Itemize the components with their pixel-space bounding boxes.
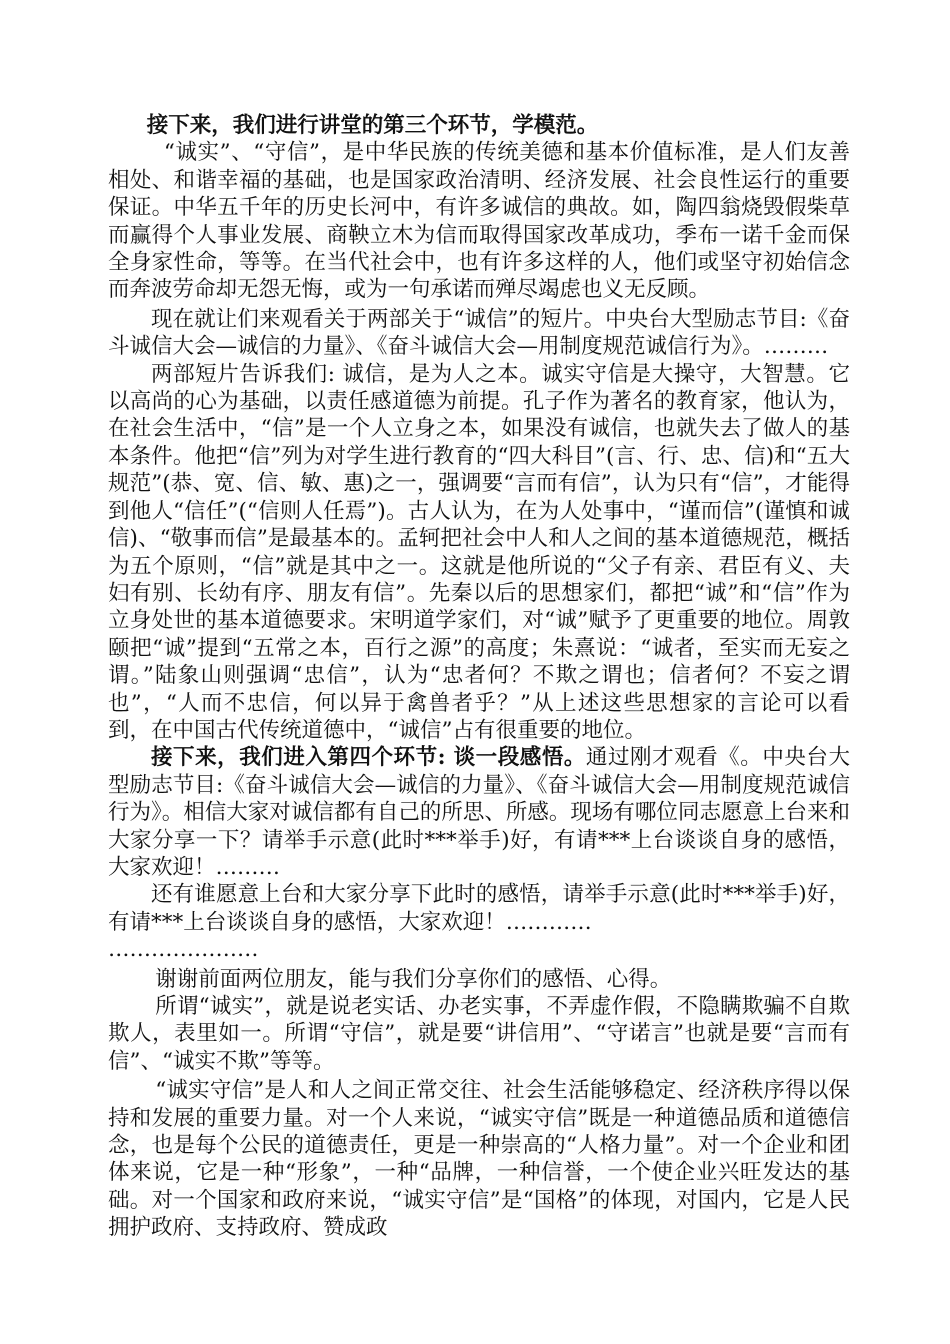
ellipsis-line: ………………… (108, 937, 259, 963)
section-heading-3: 接下来，我们进行讲堂的第三个环节，学模范。 (146, 113, 599, 138)
paragraph-thanks: 谢谢前面两位朋友，能与我们分享你们的感悟、心得。 (155, 966, 672, 992)
paragraph-watch-films: 现在就让们来观看关于两部关于“诚信”的短片。中央台大型励志节目:《奋斗诚信大会—诚信的力量》、《奋斗诚信大会—用制度规范诚信行为》。……… (108, 306, 850, 360)
paragraph-honesty-virtue: “诚实”、“守信”，是中华民族的传统美德和基本价值标准，是人们友善相处、和谐幸福的基础，也是国家政治清明、经济发展、社会良性运行的重要保证。中华五千年的历史长河中，有许多诚信的典故。如，陶四翁烧毁假柴草而赢得个人事业发展、商鞅立木为信而取得国家改革成功，季布一诺千金而保全身家性命，等等。在当代社会中，也有许多这样的人，他们或坚守初始信念而奔波劳命却无怨无悔，或为一句承诺而殚尽竭虑也义无反顾。 (108, 140, 850, 303)
paragraph-share-invite: 还有谁愿意上台和大家分享下此时的感悟，请举手示意(此时***举手)好，有请***上台谈谈自身的感悟，大家欢迎！………… (108, 882, 850, 935)
paragraph-section-4 (108, 744, 850, 881)
paragraph-importance: “诚实守信”是人和人之间正常交往、社会生活能够稳定、经济秩序得以保持和发展的重要力量。对一个人来说，“诚实守信”既是一种道德品质和道德信念，也是每个公民的道德责任，更是一种崇高的“人格力量”。对一个企业和团体来说，它是一种“形象”，一种“品牌，一种信誉，一个使企业兴旺发达的基础。对一个国家和政府来说，“诚实守信”是“国格”的体现，对国内，它是人民拥护政府、支持政府、赞成政 (108, 1078, 850, 1241)
paragraph-definition: 所谓“诚实”，就是说老实话、办老实事，不弄虚作假，不隐瞒欺骗不自欺欺人，表里如一。所谓“守信”，就是要“讲信用”、“守诺言”也就是要“言而有信”、“诚实不欺”等等。 (108, 994, 850, 1074)
document-page (108, 112, 850, 1242)
section-heading-4: 接下来，我们进入第四个环节: 谈一段感悟。 (151, 745, 586, 771)
paragraph-films-lesson: 两部短片告诉我们: 诚信，是为人之本。诚实守信是大操守，大智慧。它以高尚的心为基础，以责任感道德为前提。孔子作为著名的教育家，他认为，在社会生活中，“信”是一个人立身之本，如果没有诚信，也就失去了做人的基本条件。他把“信”列为对学生进行教育的“四大科目”(言、行、忠、信)和“五大规范”(恭、宽、信、敏、惠)之一，强调要“言而有信”，认为只有“信”，才能得到他人“信任”(“信则人任焉”)。古人认为，在为人处事中，“谨而信”(谨慎和诚信)、“敬事而信”是最基本的。孟轲把社会中人和人之间的基本道德规范，概括为五个原则，“信”就是其中之一。这就是他所说的“父子有亲、君臣有义、夫妇有别、长幼有序、朋友有信”。先秦以后的思想家们，都把“诚”和“信”作为立身处世的基本道德要求。宋明道学家们，对“诚”赋予了更重要的地位。周敦颐把“诚”提到“五常之本，百行之源”的高度；朱熹说：“诚者，至实而无妄之谓。”陆象山则强调“忠信”，认为“忠者何？不欺之谓也；信者何？不妄之谓也”，“人而不忠信，何以异于禽兽者乎？”从上述这些思想家的言论可以看到，在中国古代传统道德中，“诚信”占有很重要的地位。 (108, 361, 850, 743)
section-4-body: 通过刚才观看《。中央台大型励志节目:《奋斗诚信大会—诚信的力量》、《奋斗诚信大会—用制度规范诚信行为》。相信大家对诚信都有自己的所思、所感。现场有哪位同志愿意上台来和大家分享一下？请举手示意(此时***举手)好，有请***上台谈谈自身的感悟，大家欢迎！……… (108, 745, 850, 880)
